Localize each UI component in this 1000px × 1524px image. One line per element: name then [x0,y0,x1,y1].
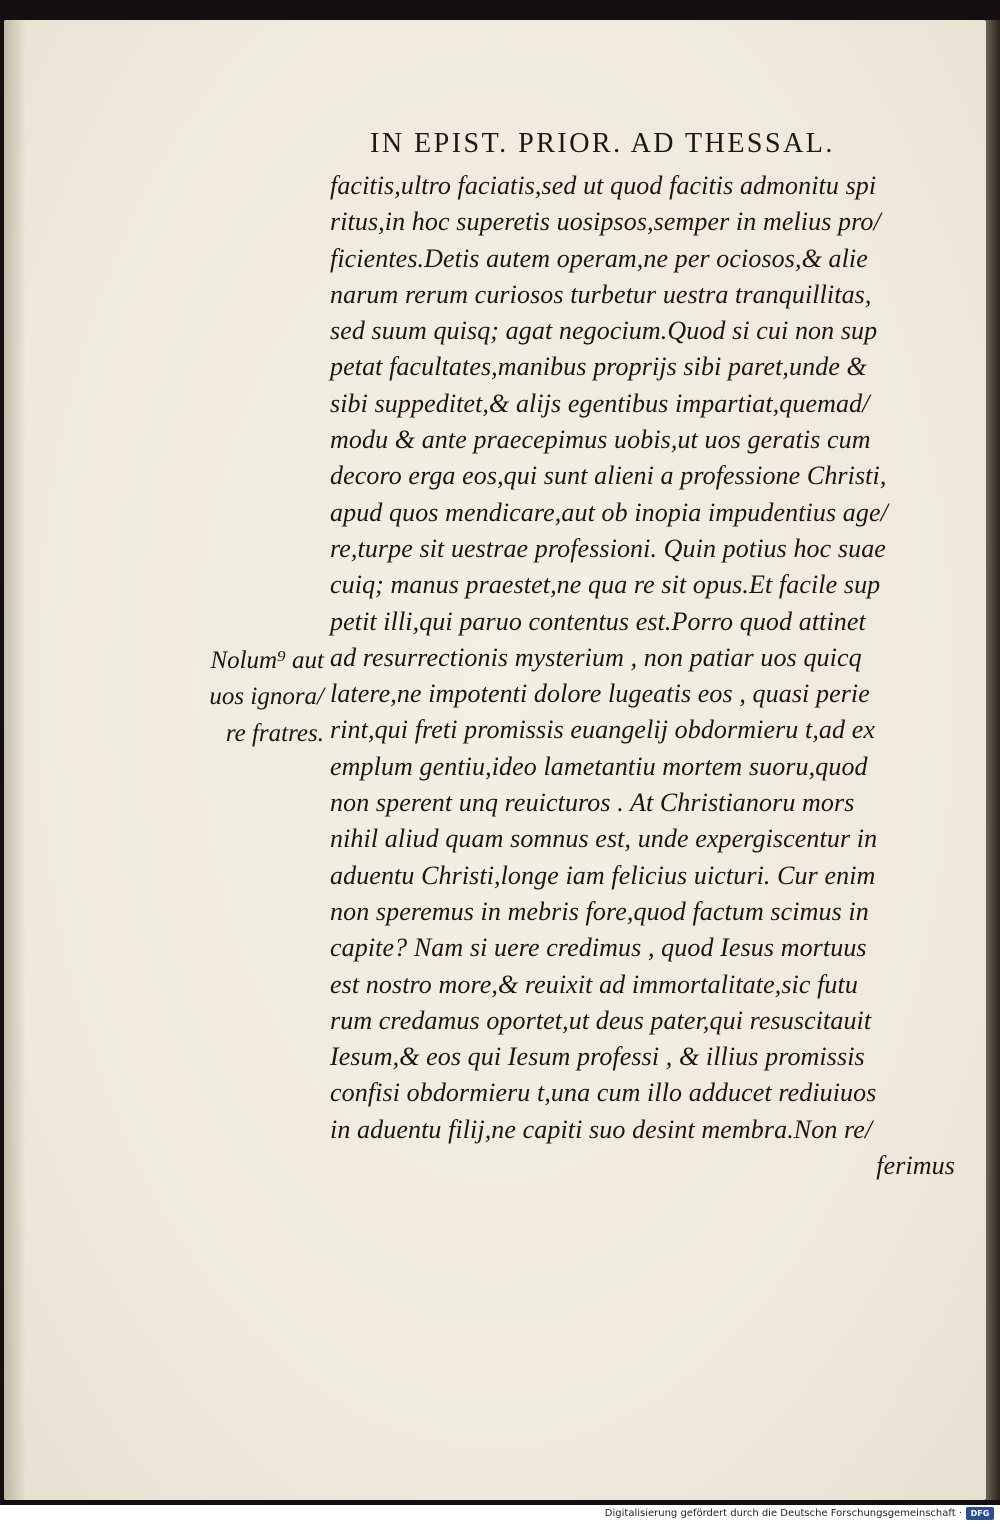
text-line: non sperent unq reuicturos . At Christianoru mors [330,788,855,818]
text-line: petit illi,qui paruo contentus est.Porro quod attinet [330,606,866,636]
text-line: nihil aliud quam somnus est, unde expergiscentur in [330,824,878,854]
text-line: in aduentu filij,ne capiti suo desint membra.Non re/ [330,1114,873,1144]
text-line: petat facultates,manibus proprijs sibi paret,unde & [330,352,867,382]
text-line: rum credamus oportet,ut deus pater,qui resuscitauit [330,1005,872,1035]
text-line: confisi obdormieru t,una cum illo adducet rediuiuos [330,1078,877,1108]
text-line: modu & ante praecepimus uobis,ut uos geratis cum [330,425,871,455]
footer-credit: Digitalisierung gefördert durch die Deutsche Forschungsgemeinschaft · [604,1508,962,1519]
text-line: decoro erga eos,qui sunt alieni a professione Christi, [330,461,887,491]
body-text [330,168,955,1184]
text-line: emplum gentiu,ideo lametantiu mortem suoru,quod [330,751,868,781]
text-line: re,turpe sit uestrae professioni. Quin potius hoc suae [330,533,886,563]
margin-note-line: Nolum⁹ aut [210,647,324,674]
text-line: Iesum,& eos qui Iesum professi , & illius promissis [330,1042,865,1072]
page-edge [986,20,1000,1500]
text-line: capite? Nam si uere credimus , quod Iesus mortuus [330,933,867,963]
text-line: sed suum quisq; agat negocium.Quod si cui non sup [330,316,878,346]
margin-note [150,643,330,752]
text-line: non speremus in mebris fore,quod factum scimus in [330,896,869,926]
text-line: aduentu Christi,longe iam felicius uicturi. Cur enim [330,860,876,890]
text-line: latere,ne impotenti dolore lugeatis eos , quasi perie [330,679,870,709]
text-line: ficientes.Detis autem operam,ne per ociosos,& alie [330,243,868,273]
text-line: sibi suppeditet,& alijs egentibus impartiat,quemad/ [330,388,870,418]
text-line: facitis,ultro faciatis,sed ut quod facitis admonitu spi [330,171,877,200]
margin-note-line: uos ignora/ [209,683,324,711]
text-line: narum rerum curiosos turbetur uestra tranquillitas, [330,279,872,309]
catchword: ferimus [876,1151,955,1181]
margin-note-line: re fratres. [225,719,324,747]
text-line: ad resurrectionis mysterium , non patiar uos quicq [330,642,862,672]
gutter-shadow [4,20,26,1500]
text-line: est nostro more,& reuixit ad immortalitate,sic futu [330,969,858,999]
text-line: apud quos mendicare,aut ob inopia impudentius age/ [330,497,888,527]
text-line: rint,qui freti promissis euangelij obdormieru t,ad ex [330,715,876,745]
text-line: cuiq; manus praestet,ne qua re sit opus.Et facile sup [330,570,881,600]
running-head: IN EPIST. PRIOR. AD THESSAL. [370,128,835,159]
text-line: ritus,in hoc superetis uosipsos,semper in melius pro/ [330,207,881,237]
dfg-logo: DFG [966,1507,994,1520]
